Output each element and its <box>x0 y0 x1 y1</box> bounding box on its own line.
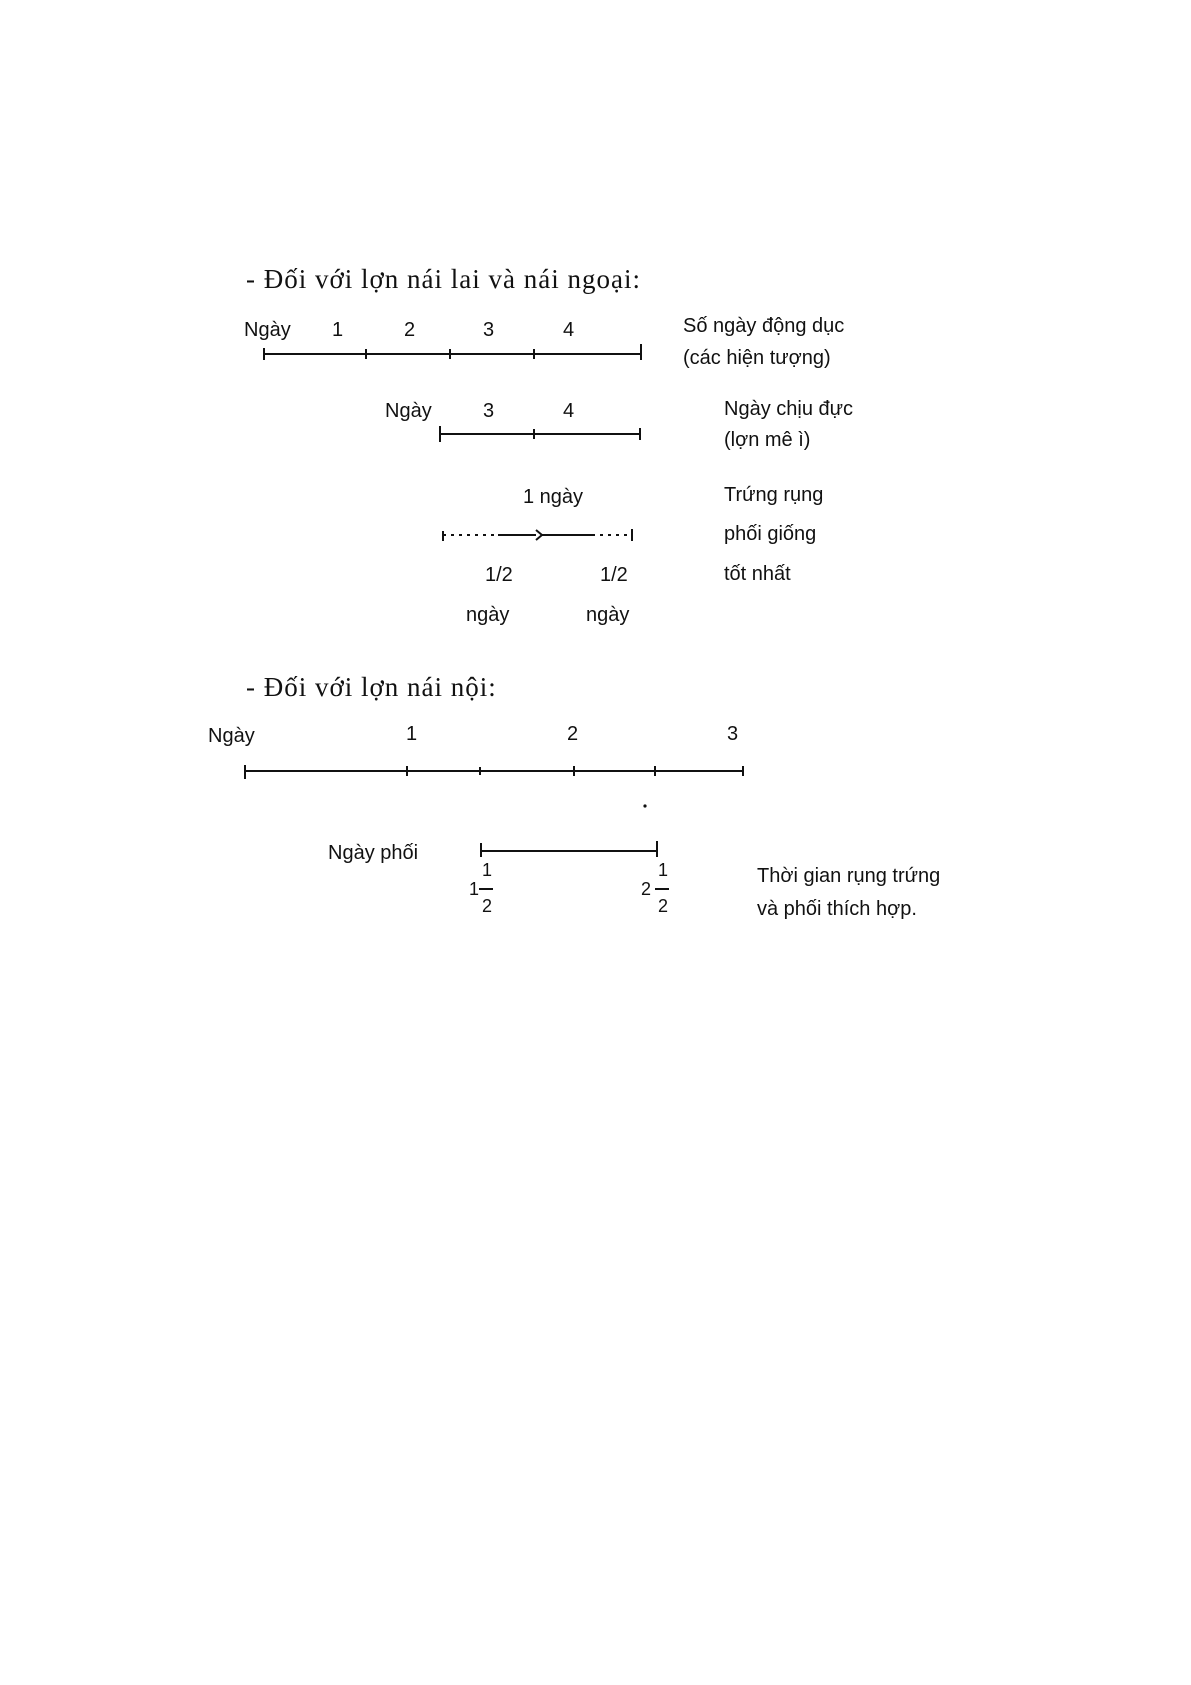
row3-mark-mid-a <box>536 530 542 535</box>
end-fraction-denominator: 2 <box>658 896 669 916</box>
s2-row2-note-line1: Thời gian rụng trứng <box>757 865 941 887</box>
row1-day-2: 2 <box>404 319 416 341</box>
row1-day-1: 1 <box>332 319 344 341</box>
row3-half-right: 1/2 <box>600 564 628 586</box>
row3-half-left: 1/2 <box>485 564 513 586</box>
row2-note-line2: (lợn mê ì) <box>724 429 811 451</box>
s2-row1-day-3: 3 <box>727 723 739 745</box>
s2-row2-note-line2: và phối thích hợp. <box>757 898 917 920</box>
s2-row1-day-1: 1 <box>406 723 418 745</box>
row1-day-4: 4 <box>563 319 575 341</box>
s2-row1-day-label: Ngày <box>208 725 255 747</box>
row2-day-4: 4 <box>563 400 575 422</box>
end-fraction-whole: 2 <box>641 879 652 899</box>
row2-note-line1: Ngày chịu đực <box>724 398 854 420</box>
start-fraction-whole: 1 <box>469 879 480 899</box>
row3-mark-mid-b <box>536 535 542 540</box>
s2-row2-label: Ngày phối <box>328 842 419 864</box>
row2-day-3: 3 <box>483 400 495 422</box>
row3-top-label: 1 ngày <box>523 486 584 508</box>
row1-note-line2: (các hiện tượng) <box>683 347 831 369</box>
row1-day-label: Ngày <box>244 319 291 341</box>
row3-unit-right: ngày <box>586 604 630 626</box>
stray-dot <box>643 804 646 807</box>
s2-row1-day-2: 2 <box>567 723 579 745</box>
row3-note-line2: phối giống <box>724 523 817 545</box>
start-fraction-numerator: 1 <box>482 860 493 880</box>
section2-heading: - Đối với lợn nái nội: <box>246 672 497 702</box>
row1-note-line1: Số ngày động dục <box>683 315 845 337</box>
row3-unit-left: ngày <box>466 604 510 626</box>
end-fraction-numerator: 1 <box>658 860 669 880</box>
row3-note-line3: tốt nhất <box>724 563 791 585</box>
row1-day-3: 3 <box>483 319 495 341</box>
row2-day-label: Ngày <box>385 400 432 422</box>
start-fraction-denominator: 2 <box>482 896 493 916</box>
section1-heading: - Đối với lợn nái lai và nái ngoại: <box>246 264 641 294</box>
row3-note-line1: Trứng rụng <box>724 484 824 506</box>
